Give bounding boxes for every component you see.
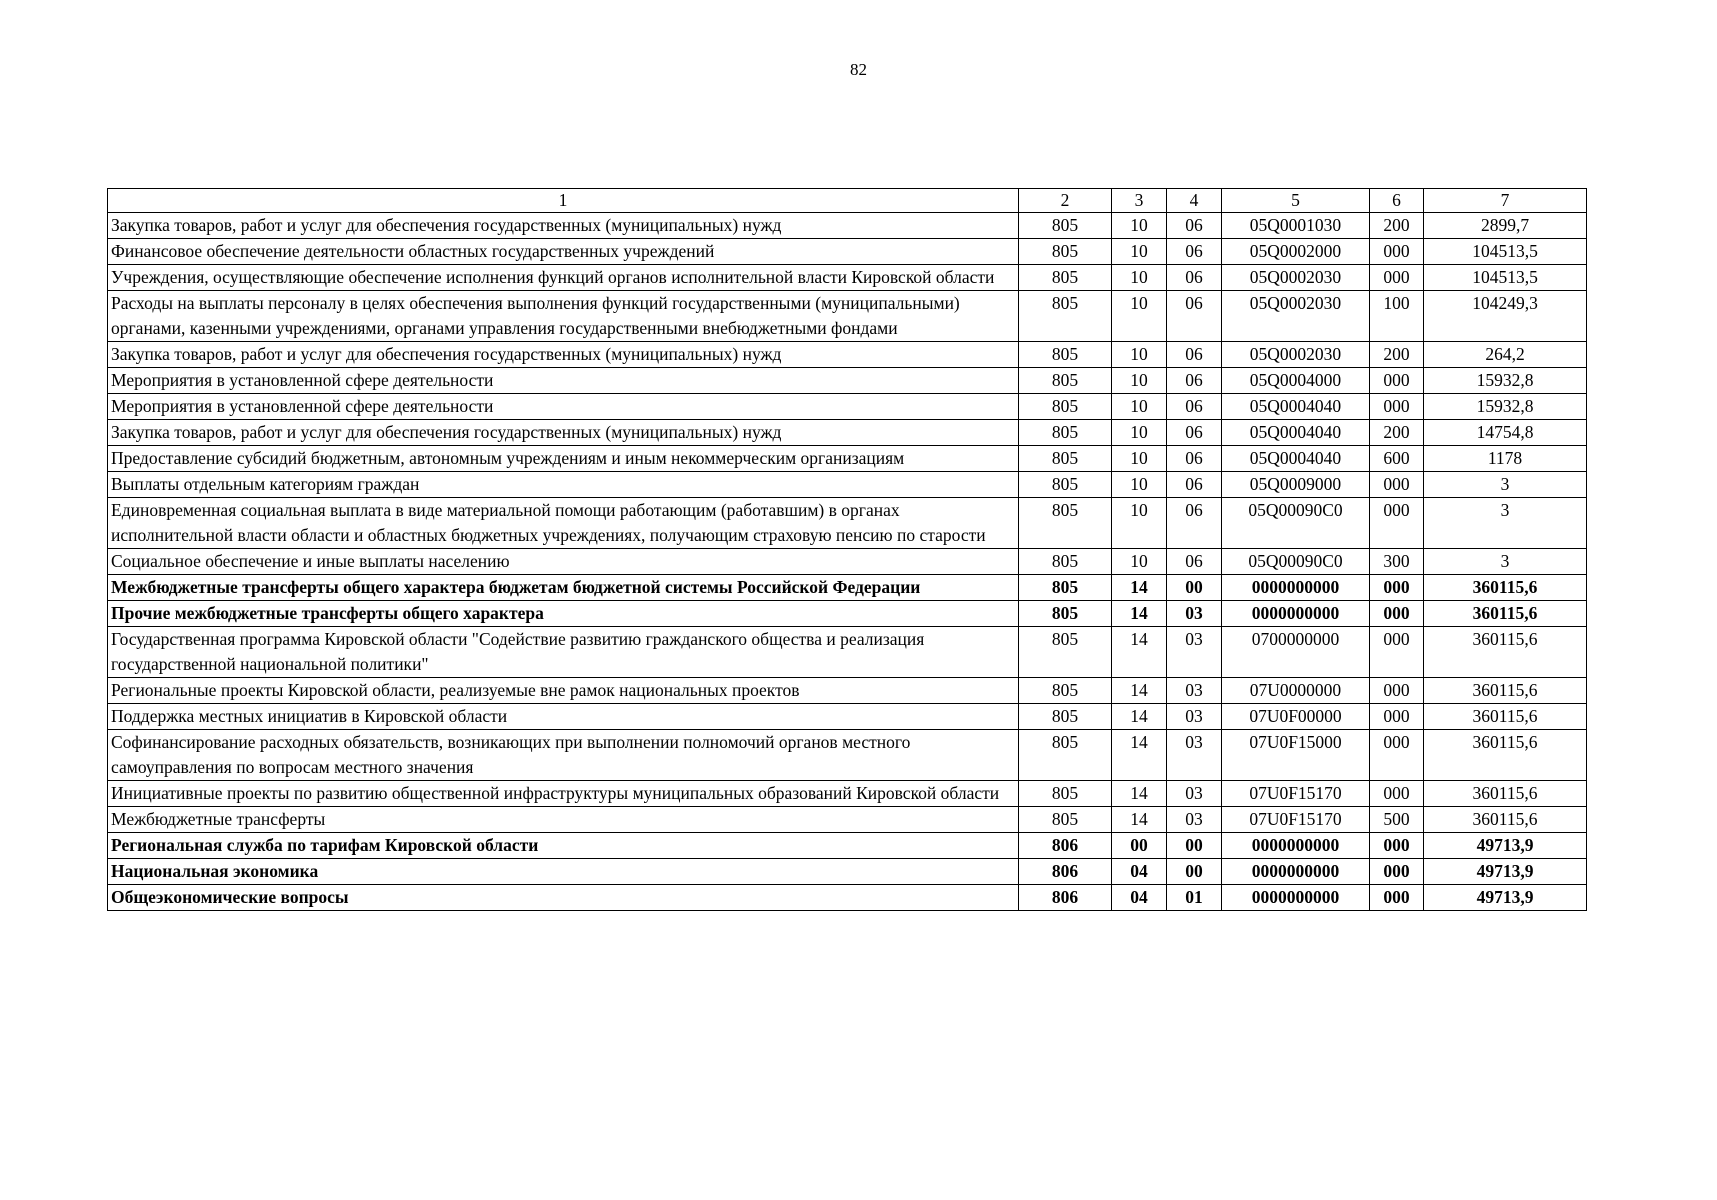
cell-target-article: 05Q00090C0 <box>1222 549 1370 575</box>
cell-subsection: 03 <box>1167 730 1222 781</box>
cell-amount: 49713,9 <box>1424 833 1587 859</box>
cell-target-article: 07U0F15000 <box>1222 730 1370 781</box>
cell-section: 10 <box>1112 420 1167 446</box>
table-row <box>108 807 1587 833</box>
cell-subsection: 03 <box>1167 704 1222 730</box>
cell-subsection: 01 <box>1167 885 1222 911</box>
cell-code: 805 <box>1019 730 1112 781</box>
cell-amount: 3 <box>1424 549 1587 575</box>
cell-name: Мероприятия в установленной сфере деятельности <box>108 394 1019 420</box>
cell-name: Межбюджетные трансферты общего характера бюджетам бюджетной системы Российской Федерации <box>108 575 1019 601</box>
table-row <box>108 859 1587 885</box>
cell-code: 806 <box>1019 885 1112 911</box>
cell-subsection: 03 <box>1167 807 1222 833</box>
table-row <box>108 368 1587 394</box>
cell-subsection: 06 <box>1167 394 1222 420</box>
table-row <box>108 394 1587 420</box>
cell-name: Межбюджетные трансферты <box>108 807 1019 833</box>
cell-target-article: 05Q0002000 <box>1222 239 1370 265</box>
table-row <box>108 730 1587 781</box>
cell-expense-type: 000 <box>1370 601 1424 627</box>
cell-amount: 360115,6 <box>1424 807 1587 833</box>
cell-section: 14 <box>1112 730 1167 781</box>
cell-expense-type: 000 <box>1370 394 1424 420</box>
cell-name: Инициативные проекты по развитию общественной инфраструктуры муниципальных образований Кировской области <box>108 781 1019 807</box>
cell-expense-type: 000 <box>1370 678 1424 704</box>
cell-section: 14 <box>1112 575 1167 601</box>
cell-section: 10 <box>1112 549 1167 575</box>
cell-expense-type: 000 <box>1370 704 1424 730</box>
cell-target-article: 05Q0002030 <box>1222 291 1370 342</box>
table-row <box>108 446 1587 472</box>
cell-amount: 1178 <box>1424 446 1587 472</box>
cell-subsection: 06 <box>1167 368 1222 394</box>
cell-target-article: 0000000000 <box>1222 859 1370 885</box>
cell-expense-type: 200 <box>1370 213 1424 239</box>
cell-subsection: 06 <box>1167 239 1222 265</box>
cell-expense-type: 000 <box>1370 627 1424 678</box>
cell-target-article: 0700000000 <box>1222 627 1370 678</box>
cell-subsection: 03 <box>1167 601 1222 627</box>
cell-subsection: 03 <box>1167 627 1222 678</box>
cell-target-article: 05Q00090C0 <box>1222 498 1370 549</box>
cell-name: Финансовое обеспечение деятельности областных государственных учреждений <box>108 239 1019 265</box>
cell-code: 805 <box>1019 807 1112 833</box>
cell-section: 10 <box>1112 368 1167 394</box>
table-header-row <box>108 189 1587 213</box>
cell-section: 10 <box>1112 472 1167 498</box>
cell-target-article: 05Q0002030 <box>1222 265 1370 291</box>
header-cell: 5 <box>1222 189 1370 213</box>
header-cell: 7 <box>1424 189 1587 213</box>
cell-name: Региональная служба по тарифам Кировской области <box>108 833 1019 859</box>
cell-amount: 15932,8 <box>1424 394 1587 420</box>
cell-subsection: 06 <box>1167 265 1222 291</box>
cell-name: Региональные проекты Кировской области, реализуемые вне рамок национальных проектов <box>108 678 1019 704</box>
cell-subsection: 00 <box>1167 833 1222 859</box>
cell-expense-type: 000 <box>1370 781 1424 807</box>
cell-amount: 360115,6 <box>1424 575 1587 601</box>
cell-code: 806 <box>1019 859 1112 885</box>
cell-code: 805 <box>1019 239 1112 265</box>
cell-amount: 15932,8 <box>1424 368 1587 394</box>
cell-amount: 3 <box>1424 498 1587 549</box>
cell-amount: 360115,6 <box>1424 730 1587 781</box>
cell-target-article: 07U0F15170 <box>1222 807 1370 833</box>
cell-expense-type: 000 <box>1370 265 1424 291</box>
cell-expense-type: 000 <box>1370 472 1424 498</box>
table-row <box>108 601 1587 627</box>
cell-subsection: 03 <box>1167 678 1222 704</box>
cell-code: 805 <box>1019 601 1112 627</box>
cell-code: 806 <box>1019 833 1112 859</box>
cell-name: Учреждения, осуществляющие обеспечение исполнения функций органов исполнительной власти Кировской области <box>108 265 1019 291</box>
cell-target-article: 0000000000 <box>1222 833 1370 859</box>
cell-section: 10 <box>1112 446 1167 472</box>
cell-name: Закупка товаров, работ и услуг для обеспечения государственных (муниципальных) нужд <box>108 342 1019 368</box>
cell-section: 10 <box>1112 239 1167 265</box>
cell-name: Мероприятия в установленной сфере деятельности <box>108 368 1019 394</box>
table-row <box>108 575 1587 601</box>
cell-section: 14 <box>1112 627 1167 678</box>
cell-amount: 49713,9 <box>1424 885 1587 911</box>
cell-subsection: 00 <box>1167 859 1222 885</box>
cell-subsection: 03 <box>1167 781 1222 807</box>
cell-name: Предоставление субсидий бюджетным, автономным учреждениям и иным некоммерческим организациям <box>108 446 1019 472</box>
cell-section: 10 <box>1112 498 1167 549</box>
table-row <box>108 678 1587 704</box>
cell-name: Единовременная социальная выплата в виде материальной помощи работающим (работавшим) в органах исполнительной власти области и областных бюджетных учреждениях, получающим страховую пенсию по старости <box>108 498 1019 549</box>
cell-expense-type: 200 <box>1370 420 1424 446</box>
table-row <box>108 885 1587 911</box>
table-row <box>108 781 1587 807</box>
cell-expense-type: 000 <box>1370 730 1424 781</box>
cell-code: 805 <box>1019 342 1112 368</box>
cell-expense-type: 000 <box>1370 833 1424 859</box>
cell-subsection: 06 <box>1167 472 1222 498</box>
cell-subsection: 06 <box>1167 549 1222 575</box>
cell-section: 14 <box>1112 704 1167 730</box>
cell-expense-type: 000 <box>1370 859 1424 885</box>
cell-target-article: 05Q0009000 <box>1222 472 1370 498</box>
cell-code: 805 <box>1019 291 1112 342</box>
table-row <box>108 213 1587 239</box>
table-row <box>108 265 1587 291</box>
cell-subsection: 06 <box>1167 342 1222 368</box>
cell-section: 00 <box>1112 833 1167 859</box>
cell-section: 04 <box>1112 859 1167 885</box>
budget-table <box>107 188 1587 911</box>
cell-name: Государственная программа Кировской области "Содействие развитию гражданского общества и реализация государственной национальной политики" <box>108 627 1019 678</box>
header-cell: 2 <box>1019 189 1112 213</box>
cell-target-article: 05Q0001030 <box>1222 213 1370 239</box>
cell-code: 805 <box>1019 213 1112 239</box>
cell-expense-type: 000 <box>1370 368 1424 394</box>
cell-target-article: 05Q0004000 <box>1222 368 1370 394</box>
cell-name: Социальное обеспечение и иные выплаты населению <box>108 549 1019 575</box>
cell-amount: 360115,6 <box>1424 627 1587 678</box>
cell-section: 14 <box>1112 601 1167 627</box>
table-row <box>108 704 1587 730</box>
cell-target-article: 05Q0004040 <box>1222 394 1370 420</box>
cell-section: 14 <box>1112 678 1167 704</box>
cell-name: Поддержка местных инициатив в Кировской области <box>108 704 1019 730</box>
cell-code: 805 <box>1019 394 1112 420</box>
cell-target-article: 0000000000 <box>1222 601 1370 627</box>
cell-code: 805 <box>1019 498 1112 549</box>
cell-expense-type: 500 <box>1370 807 1424 833</box>
cell-code: 805 <box>1019 265 1112 291</box>
cell-expense-type: 100 <box>1370 291 1424 342</box>
cell-expense-type: 600 <box>1370 446 1424 472</box>
cell-target-article: 0000000000 <box>1222 885 1370 911</box>
cell-code: 805 <box>1019 446 1112 472</box>
cell-code: 805 <box>1019 678 1112 704</box>
cell-subsection: 06 <box>1167 213 1222 239</box>
cell-name: Национальная экономика <box>108 859 1019 885</box>
cell-section: 10 <box>1112 265 1167 291</box>
cell-code: 805 <box>1019 575 1112 601</box>
cell-name: Выплаты отдельным категориям граждан <box>108 472 1019 498</box>
cell-target-article: 07U0F15170 <box>1222 781 1370 807</box>
cell-amount: 49713,9 <box>1424 859 1587 885</box>
cell-name: Закупка товаров, работ и услуг для обеспечения государственных (муниципальных) нужд <box>108 420 1019 446</box>
cell-code: 805 <box>1019 420 1112 446</box>
cell-amount: 14754,8 <box>1424 420 1587 446</box>
header-cell: 6 <box>1370 189 1424 213</box>
cell-section: 04 <box>1112 885 1167 911</box>
table-row <box>108 420 1587 446</box>
table-row <box>108 342 1587 368</box>
cell-target-article: 0000000000 <box>1222 575 1370 601</box>
table-row <box>108 549 1587 575</box>
cell-expense-type: 000 <box>1370 885 1424 911</box>
cell-section: 10 <box>1112 213 1167 239</box>
cell-name: Общеэкономические вопросы <box>108 885 1019 911</box>
cell-expense-type: 200 <box>1370 342 1424 368</box>
cell-amount: 360115,6 <box>1424 601 1587 627</box>
cell-amount: 104513,5 <box>1424 265 1587 291</box>
header-cell: 3 <box>1112 189 1167 213</box>
cell-code: 805 <box>1019 368 1112 394</box>
cell-name: Софинансирование расходных обязательств, возникающих при выполнении полномочий органов местного самоуправления по вопросам местного значения <box>108 730 1019 781</box>
header-cell: 1 <box>108 189 1019 213</box>
cell-amount: 3 <box>1424 472 1587 498</box>
table-row <box>108 498 1587 549</box>
cell-section: 10 <box>1112 394 1167 420</box>
cell-expense-type: 000 <box>1370 239 1424 265</box>
table-row <box>108 239 1587 265</box>
cell-subsection: 06 <box>1167 446 1222 472</box>
cell-code: 805 <box>1019 472 1112 498</box>
page-number: 82 <box>850 60 867 79</box>
cell-subsection: 06 <box>1167 420 1222 446</box>
cell-amount: 104513,5 <box>1424 239 1587 265</box>
cell-name: Закупка товаров, работ и услуг для обеспечения государственных (муниципальных) нужд <box>108 213 1019 239</box>
cell-amount: 360115,6 <box>1424 678 1587 704</box>
table-row <box>108 627 1587 678</box>
cell-subsection: 00 <box>1167 575 1222 601</box>
cell-amount: 360115,6 <box>1424 781 1587 807</box>
cell-amount: 264,2 <box>1424 342 1587 368</box>
cell-expense-type: 000 <box>1370 575 1424 601</box>
cell-code: 805 <box>1019 704 1112 730</box>
cell-code: 805 <box>1019 781 1112 807</box>
table-row <box>108 291 1587 342</box>
cell-section: 14 <box>1112 781 1167 807</box>
cell-subsection: 06 <box>1167 291 1222 342</box>
cell-name: Прочие межбюджетные трансферты общего характера <box>108 601 1019 627</box>
table-row <box>108 472 1587 498</box>
cell-amount: 360115,6 <box>1424 704 1587 730</box>
cell-target-article: 07U0000000 <box>1222 678 1370 704</box>
table-row <box>108 833 1587 859</box>
cell-section: 10 <box>1112 342 1167 368</box>
cell-subsection: 06 <box>1167 498 1222 549</box>
cell-code: 805 <box>1019 627 1112 678</box>
cell-section: 10 <box>1112 291 1167 342</box>
cell-target-article: 05Q0002030 <box>1222 342 1370 368</box>
cell-amount: 104249,3 <box>1424 291 1587 342</box>
cell-section: 14 <box>1112 807 1167 833</box>
cell-target-article: 05Q0004040 <box>1222 446 1370 472</box>
cell-name: Расходы на выплаты персоналу в целях обеспечения выполнения функций государственными (муниципальными) органами, казенными учреждениями, органами управления государственными внебюджетными фондами <box>108 291 1019 342</box>
cell-target-article: 05Q0004040 <box>1222 420 1370 446</box>
cell-expense-type: 300 <box>1370 549 1424 575</box>
cell-expense-type: 000 <box>1370 498 1424 549</box>
cell-target-article: 07U0F00000 <box>1222 704 1370 730</box>
cell-amount: 2899,7 <box>1424 213 1587 239</box>
header-cell: 4 <box>1167 189 1222 213</box>
cell-code: 805 <box>1019 549 1112 575</box>
